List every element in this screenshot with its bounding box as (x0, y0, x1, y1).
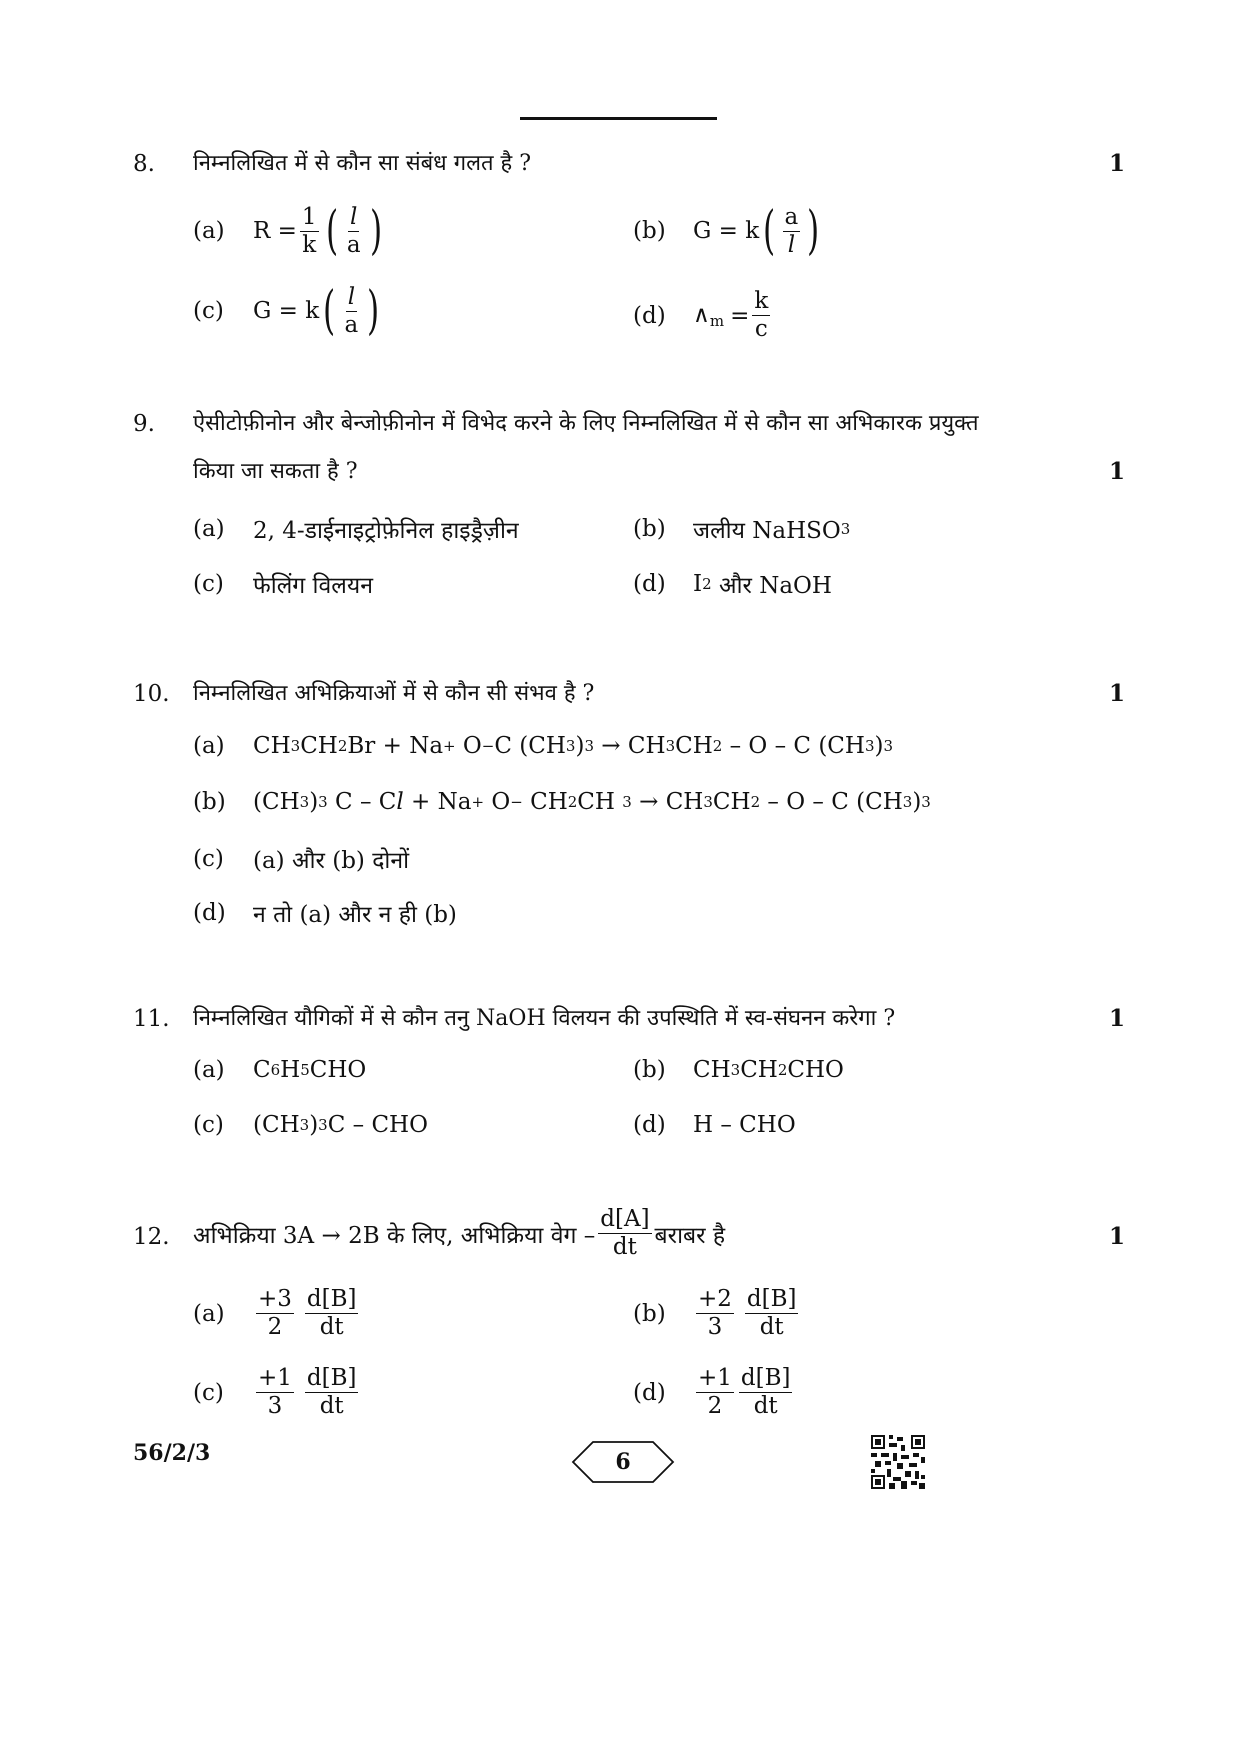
paper-code: 56/2/3 (133, 1440, 211, 1466)
question-marks: 1 (1108, 1005, 1125, 1032)
option-d (633, 568, 832, 600)
top-rule (520, 117, 717, 120)
parenthesized-fraction: ( $\frac{a}{l}$ ) (763, 201, 820, 261)
coefficient: $\frac{+2}{3}$ (698, 1286, 732, 1340)
question-number: 9. (133, 411, 155, 437)
question-text: अभिक्रिया 3A → 2B के लिए, अभिक्रिया वेग – $\frac{d[A]}{dt}$ बराबर है (193, 1206, 726, 1260)
option-text: H – CHO (693, 1112, 796, 1138)
parenthesized-fraction: ( $\frac{l}{a}$ ) (323, 281, 380, 341)
derivative: $\frac{d[B]}{dt}$ (306, 1365, 357, 1419)
option-label: (d) (633, 1379, 666, 1406)
option-c (193, 1112, 428, 1138)
option-label: (c) (193, 571, 224, 597)
parenthesized-fraction: ( $\frac{l}{a}$ ) (325, 201, 382, 261)
option-label: (a) (193, 1057, 225, 1083)
option-label: (a) (193, 733, 225, 759)
option-label: (c) (193, 298, 224, 324)
option-d (633, 1112, 796, 1138)
question-marks: 1 (1108, 150, 1125, 177)
option-c (193, 281, 384, 341)
option-b (633, 1288, 801, 1339)
question-number: 8. (133, 151, 155, 177)
page-number-badge (571, 1440, 675, 1484)
rate-fraction: $\frac{d[A]}{dt}$ (600, 1206, 650, 1260)
option-label: (b) (633, 1057, 666, 1083)
option-text: न तो (a) और न ही (b) (253, 902, 457, 928)
option-d (633, 1367, 795, 1418)
fraction: $\frac{1}{k}$ (301, 203, 317, 258)
option-b (633, 201, 824, 261)
option-label: (d) (633, 302, 666, 329)
option-label: (c) (193, 1112, 224, 1138)
option-b (633, 513, 850, 545)
option-text: (CH 3 ) 3 C – CHO (253, 1112, 428, 1138)
derivative: $\frac{d[B]}{dt}$ (740, 1365, 791, 1419)
option-b (193, 789, 931, 815)
option-label: (d) (633, 1112, 666, 1138)
option-c (193, 843, 409, 875)
derivative: $\frac{d[B]}{dt}$ (746, 1286, 797, 1340)
option-a (193, 1288, 361, 1339)
option-a (193, 733, 893, 759)
option-label: (c) (193, 1379, 224, 1406)
page-number: 6 (615, 1449, 631, 1475)
option-d: (d) $\wedge_m$ = $\frac{k}{c}$ (633, 288, 769, 342)
question-number: 10. (133, 681, 170, 707)
option-label: (a) (193, 1300, 225, 1327)
question-number: 12. (133, 1224, 170, 1250)
option-c (193, 568, 373, 600)
option-label: (b) (193, 789, 226, 815)
option-text: 2, 4-डाईनाइट्रोफ़ेनिल हाइड्रैज़ीन (253, 518, 519, 544)
option-text: (CH 3 ) 3 C – C l + Na + O − CH 2 CH 3 → CH 3 CH 2 – O – C (CH 3 ) 3 (253, 789, 931, 815)
option-label: (b) (633, 516, 666, 542)
option-a (193, 1057, 366, 1083)
fraction: $\frac{k}{c}$ (754, 288, 769, 342)
question-text: निम्नलिखित में से कौन सा संबंध गलत है ? (193, 151, 532, 176)
coefficient: $\frac{+3}{2}$ (258, 1286, 292, 1340)
option-a (193, 513, 519, 545)
option-label: (a) (193, 218, 225, 244)
question-text-line2: किया जा सकता है ? (193, 459, 358, 484)
option-label: (c) (193, 846, 224, 872)
option-lhs: G = k (693, 218, 760, 244)
option-b (633, 1057, 844, 1083)
question-marks: 1 (1108, 1223, 1125, 1250)
question-text: निम्नलिखित अभिक्रियाओं में से कौन सी संभव है ? (193, 681, 595, 706)
option-label: (d) (193, 900, 226, 926)
option-text: CH 3 CH 2 Br + Na + O − C (CH 3 ) 3 → CH 3 CH 2 – O – C (CH 3 ) 3 (253, 733, 894, 759)
option-text: (a) और (b) दोनों (253, 848, 410, 874)
derivative: $\frac{d[B]}{dt}$ (306, 1286, 357, 1340)
question-text-line1: ऐसीटोफ़ीनोन और बेन्जोफ़ीनोन में विभेद करने के लिए निम्नलिखित में से कौन सा अभिकारक प्रयुक्त (193, 411, 979, 436)
option-lhs: G = k (253, 298, 320, 324)
question-text: निम्नलिखित यौगिकों में से कौन तनु NaOH विलयन की उपस्थिति में स्व-संघनन करेगा ? (193, 1006, 896, 1031)
option-c (193, 1367, 361, 1418)
option-text: C 6 H 5 CHO (253, 1057, 367, 1083)
option-a (193, 201, 386, 261)
qr-code-icon (871, 1435, 925, 1489)
question-marks: 1 (1108, 680, 1125, 707)
question-number: 11. (133, 1006, 170, 1032)
option-text: जलीय NaHSO 3 (693, 518, 851, 544)
option-label: (b) (633, 218, 666, 244)
option-lhs: R = (253, 218, 297, 244)
question-marks: 1 (1108, 458, 1125, 485)
option-d (193, 897, 457, 929)
option-label: (a) (193, 516, 225, 542)
option-label: (b) (633, 1300, 666, 1327)
coefficient: $\frac{+1}{3}$ (258, 1365, 292, 1419)
option-text: फेलिंग विलयन (253, 573, 373, 599)
coefficient: $\frac{+1}{2}$ (698, 1365, 732, 1419)
option-label: (d) (633, 571, 666, 597)
option-text: CH 3 CH 2 CHO (693, 1057, 844, 1083)
option-lhs: $\wedge_m$ (693, 301, 725, 330)
option-text: I 2 और NaOH (693, 571, 832, 599)
